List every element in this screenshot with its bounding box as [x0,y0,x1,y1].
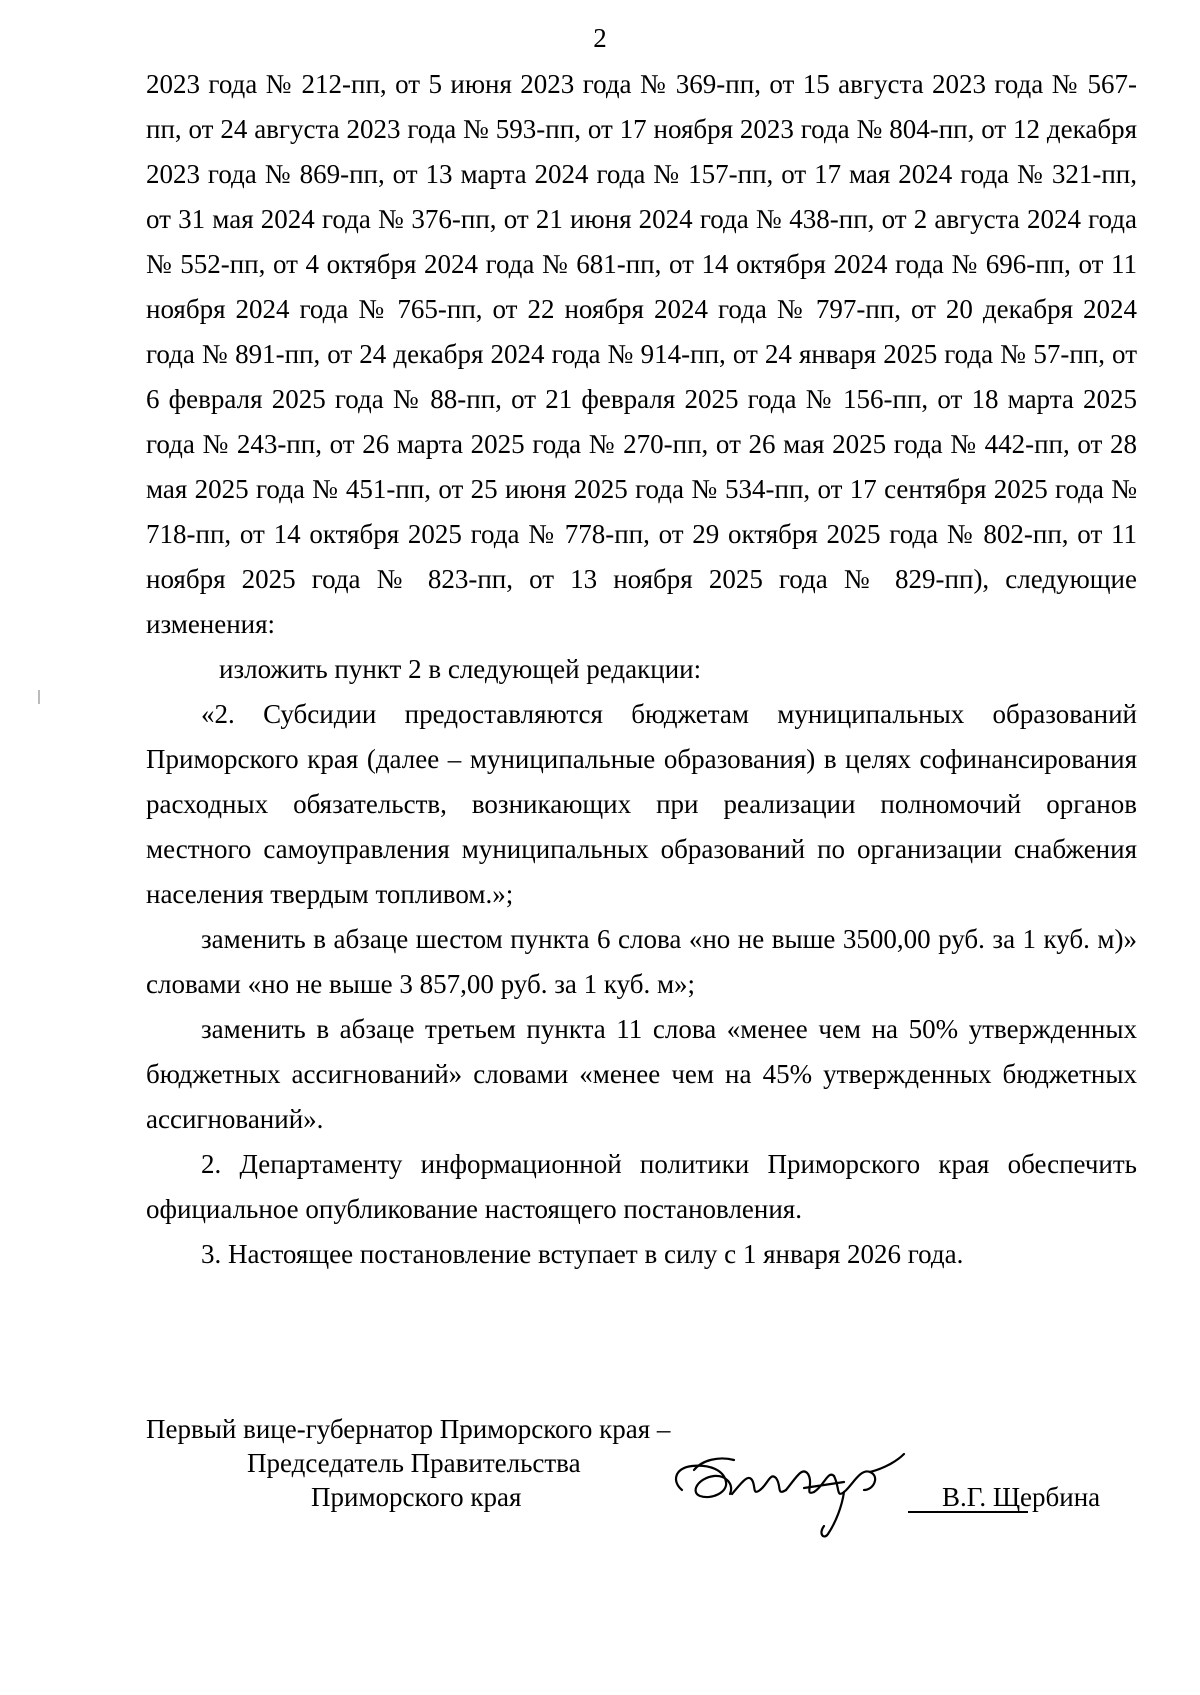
publication-order-paragraph: 2. Департаменту информационной политики Приморского края обеспечить официальное опубликование настоящего постановления. [146,1149,1137,1224]
new-clause-2-paragraph: «2. Субсидии предоставляются бюджетам муниципальных образований Приморского края (далее – муниципальные образования) в целях софинансирования расходных обязательств, возникающих при реализации полномочий органов местного самоуправления муниципальных образований по организации снабжения населения твердым топливом.»; [146,699,1137,909]
margin-mark [38,690,40,704]
clause-6-change-paragraph: заменить в абзаце шестом пункта 6 слова «но не выше 3500,00 руб. за 1 куб. м)» словами «но не выше 3 857,00 руб. за 1 куб. м»; [146,924,1137,999]
document-body [146,62,1137,1277]
signer-title-line-1: Первый вице-губернатор Приморского края – [146,1414,671,1444]
clause-11-change-paragraph: заменить в абзаце третьем пункта 11 слова «менее чем на 50% утвержденных бюджетных ассигнований» словами «менее чем на 45% утвержденных бюджетных ассигнований». [146,1014,1137,1134]
handwritten-signature [664,1430,924,1540]
page-number: 2 [593,23,607,53]
signer-name: В.Г. Щербина [942,1482,1101,1512]
signer-title-line-3: Приморского края [311,1482,522,1512]
amendment-references-paragraph: 2023 года № 212-пп, от 5 июня 2023 года № 369-пп, от 15 августа 2023 года № 567-пп, от 24 августа 2023 года № 593-пп, от 17 ноября 2023 года № 804-пп, от 12 декабря 2023 года № 869-пп, от 13 марта 2024 года № 157-пп, от 17 мая 2024 года № 321-пп, от 31 мая 2024 года № 376-пп, от 21 июня 2024 года № 438-пп, от 2 августа 2024 года № 552-пп, от 4 октября 2024 года № 681-пп, от 14 октября 2024 года № 696-пп, от 11 ноября 2024 года № 765-пп, от 22 ноября 2024 года № 797-пп, от 20 декабря 2024 года № 891-пп, от 24 декабря 2024 года № 914-пп, от 24 января 2025 года № 57-пп, от 6 февраля 2025 года № 88-пп, от 21 февраля 2025 года № 156-пп, от 18 марта 2025 года № 243-пп, от 26 марта 2025 года № 270-пп, от 26 мая 2025 года № 442-пп, от 28 мая 2025 года № 451-пп, от 25 июня 2025 года № 534-пп, от 17 сентября 2025 года № 718-пп, от 14 октября 2025 года № 778-пп, от 29 октября 2025 года № 802-пп, от 11 ноября 2025 года № 823-пп, от 13 ноября 2025 года № 829-пп), следующие изменения: [146,69,1137,639]
signer-title-line-2: Председатель Правительства [247,1448,581,1478]
instruction-paragraph: изложить пункт 2 в следующей редакции: [219,654,702,684]
effective-date-paragraph: 3. Настоящее постановление вступает в силу с 1 января 2026 года. [201,1239,964,1269]
